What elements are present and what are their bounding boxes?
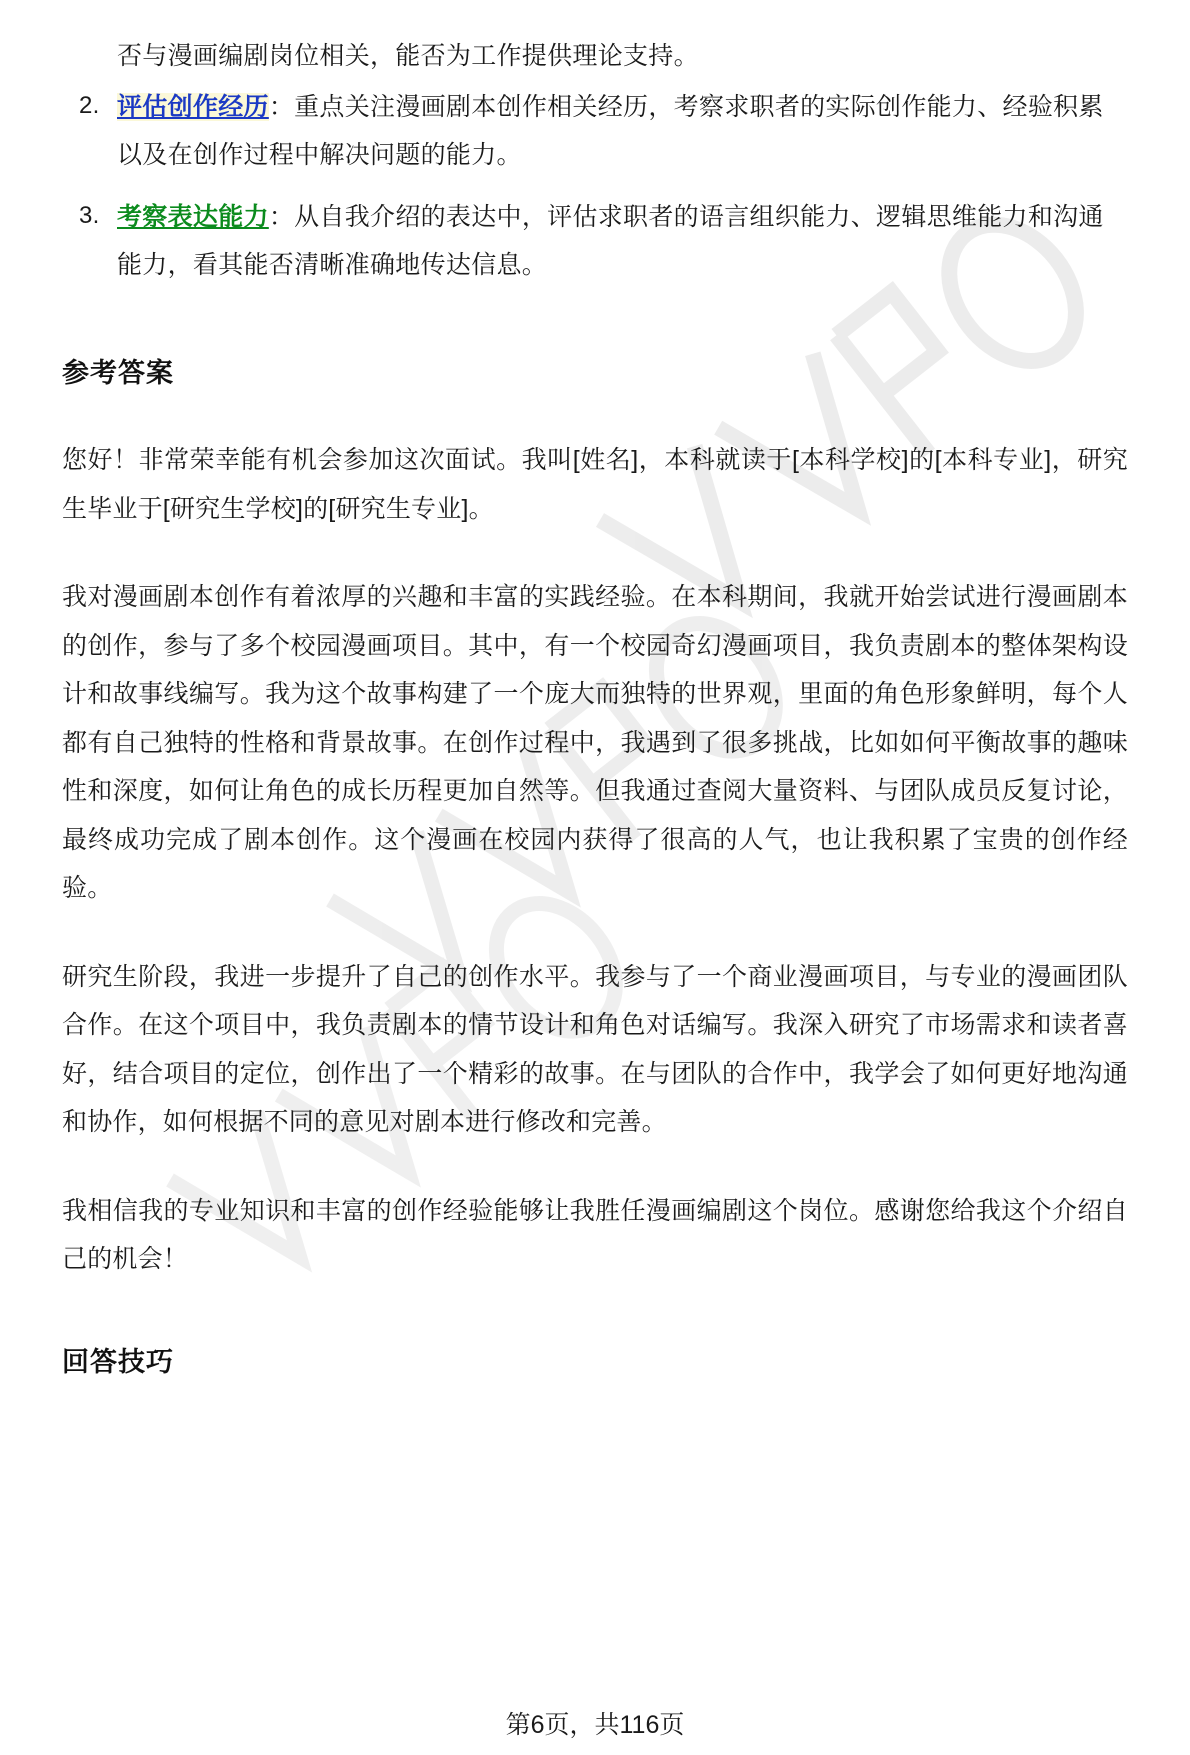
section-heading-reference-answer: 参考答案	[62, 358, 174, 388]
answer-paragraph: 您好！非常荣幸能有机会参加这次面试。我叫[姓名]，本科就读于[本科学校]的[本科专业]，研究生毕业于[研究生学校]的[研究生专业]。	[62, 446, 1128, 523]
answer-paragraph: 我对漫画剧本创作有着浓厚的兴趣和丰富的实践经验。在本科期间，我就开始尝试进行漫画剧本的创作，参与了多个校园漫画项目。其中，有一个校园奇幻漫画项目，我负责剧本的整体架构设计和故事线编写。我为这个故事构建了一个庞大而独特的世界观，里面的角色形象鲜明，每个人都有自己独特的性格和背景故事。在创作过程中，我遇到了很多挑战，比如如何平衡故事的趣味性和深度，如何让角色的成长历程更加自然等。但我通过查阅大量资料、与团队成员反复讨论，最终成功完成了剧本创作。这个漫画在校园内获得了很高的人气，也让我积累了宝贵的创作经验。	[62, 583, 1128, 902]
continued-paragraph: 否与漫画编剧岗位相关，能否为工作提供理论支持。	[117, 42, 699, 70]
page-number-footer: 第6页，共116页	[505, 1711, 685, 1739]
criteria-text: ：从自我介绍的表达中，评估求职者的语言组织能力、逻辑思维能力和沟通能力，看其能否清晰准确地传达信息。	[117, 203, 1104, 279]
list-item	[117, 83, 1128, 179]
section-heading-answer-tips: 回答技巧	[62, 1346, 174, 1377]
criteria-list	[62, 83, 1128, 289]
criteria-keyword: 考察表达能力	[117, 203, 269, 231]
criteria-text: ：重点关注漫画剧本创作相关经历，考察求职者的实际创作能力、经验积累以及在创作过程中解决问题的能力。	[117, 93, 1104, 169]
answer-paragraph: 我相信我的专业知识和丰富的创作经验能够让我胜任漫画编剧这个岗位。感谢您给我这个介绍自己的机会！	[62, 1196, 1128, 1273]
criteria-keyword: 评估创作经历	[117, 93, 269, 121]
list-item	[117, 193, 1128, 289]
answer-paragraph: 研究生阶段，我进一步提升了自己的创作水平。我参与了一个商业漫画项目，与专业的漫画团队合作。在这个项目中，我负责剧本的情节设计和角色对话编写。我深入研究了市场需求和读者喜好，结合项目的定位，创作出了一个精彩的故事。在与团队的合作中，我学会了如何更好地沟通和协作，如何根据不同的意见对剧本进行修改和完善。	[62, 962, 1128, 1136]
